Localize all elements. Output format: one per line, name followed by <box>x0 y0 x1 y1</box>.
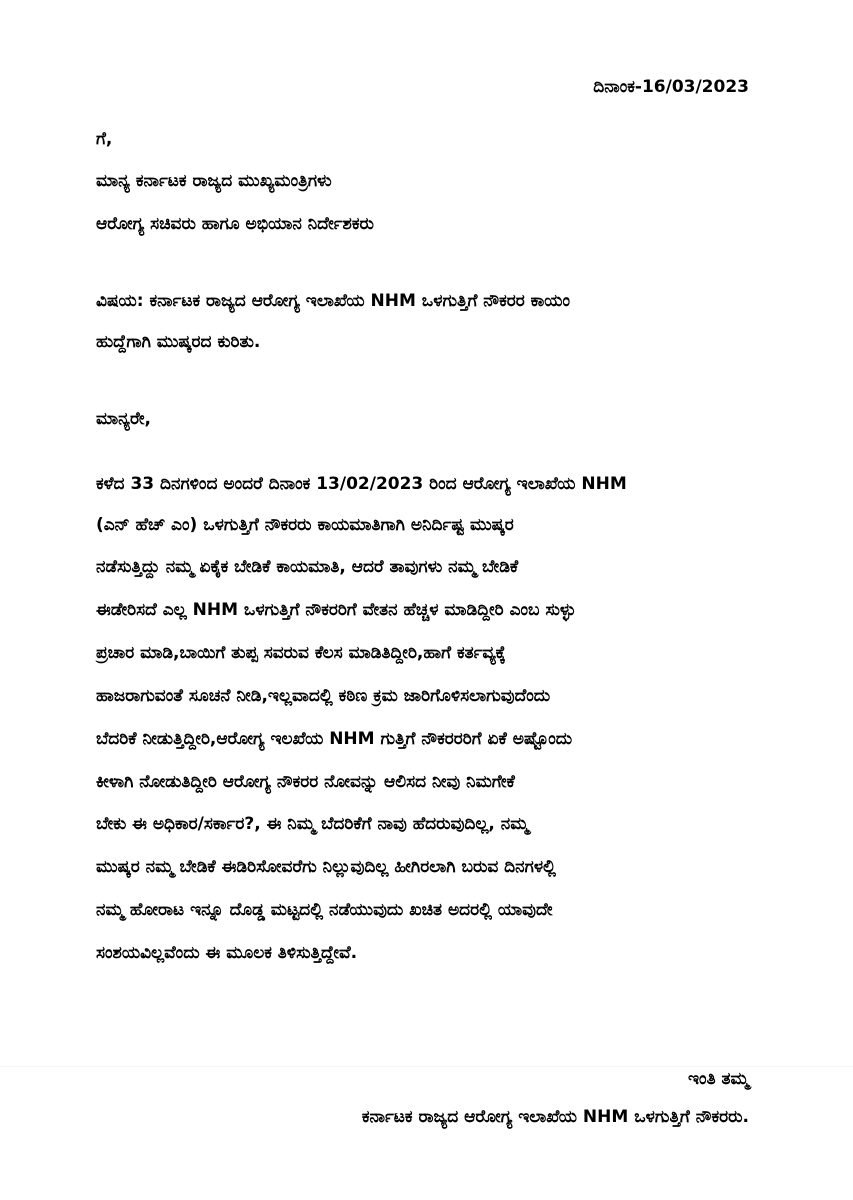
letter-date: ದಿನಾಂಕ-16/03/2023 <box>593 77 749 97</box>
addressee-label: ಗೆ, <box>96 129 113 149</box>
body-line-4: ಈಡೇರಿಸದೆ ಎಲ್ಲ NHM ಒಳಗುತ್ತಿಗೆ ನೌಕರರಿಗೆ ವೇತನ ಹೆಚ್ಚಳ ಮಾಡಿದ್ದೀರಿ ಎಂಬ ಸುಳ್ಳು <box>96 600 576 620</box>
page-divider <box>0 1066 853 1067</box>
closing-line: ಇಂತಿ ತಮ್ಮ <box>688 1069 749 1089</box>
body-line-8: ಕೀಳಾಗಿ ನೋಡುತಿದ್ದೀರಿ ಆರೋಗ್ಯ ನೌಕರರ ನೋವನ್ನು ಆಲಿಸದ ನೀವು ನಿಮಗೇಕೆ <box>96 772 515 792</box>
subject-line-1: ವಿಷಯ: ಕರ್ನಾಟಕ ರಾಜ್ಯದ ಆರೋಗ್ಯ ಇಲಾಖೆಯ NHM ಒಳಗುತ್ತಿಗೆ ನೌಕರರ ಕಾಯಂ <box>96 291 571 311</box>
body-line-9: ಬೇಕು ಈ ಅಧಿಕಾರ/ಸರ್ಕಾರ?, ಈ ನಿಮ್ಮ ಬೆದರಿಕೆಗೆ ನಾವು ಹೆದರುವುದಿಲ್ಲ, ನಮ್ಮ <box>96 814 529 834</box>
body-line-11: ನಮ್ಮ ಹೋರಾಟ ಇನ್ನೂ ದೊಡ್ಡ ಮಟ್ಟದಲ್ಲಿ ನಡೆಯುವುದು ಖಚಿತ ಅದರಲ್ಲಿ ಯಾವುದೇ <box>96 900 553 920</box>
subject-line-2: ಹುದ್ದೆಗಾಗಿ ಮುಷ್ಕರದ ಕುರಿತು. <box>96 332 261 352</box>
body-line-1: ಕಳೆದ 33 ದಿನಗಳಿಂದ ಅಂದರೆ ದಿನಾಂಕ 13/02/2023 ರಿಂದ ಆರೋಗ್ಯ ಇಲಾಖೆಯ NHM <box>96 474 627 494</box>
body-line-5: ಪ್ರಚಾರ ಮಾಡಿ,ಬಾಯಿಗೆ ತುಪ್ಪ ಸವರುವ ಕೆಲಸ ಮಾಡಿತಿದ್ದೀರಿ,ಹಾಗೆ ಕರ್ತವ್ಯಕ್ಕೆ <box>96 643 506 663</box>
body-line-2: (ಎನ್ ಹೆಚ್ ಎಂ) ಒಳಗುತ್ತಿಗೆ ನೌಕರರು ಕಾಯಮಾತಿಗಾಗಿ ಅನಿರ್ದಿಷ್ಟ ಮುಷ್ಕರ <box>96 515 514 535</box>
body-line-7: ಬೆದರಿಕೆ ನೀಡುತ್ತಿದ್ದೀರಿ,ಆರೋಗ್ಯ ಇಲಖೆಯ NHM ಗುತ್ತಿಗೆ ನೌಕರರರಿಗೆ ಏಕೆ ಅಷ್ಟೊಂದು <box>96 729 573 749</box>
signature-line: ಕರ್ನಾಟಕ ರಾಜ್ಯದ ಆರೋಗ್ಯ ಇಲಾಖೆಯ NHM ಒಳಗುತ್ತಿಗೆ ನೌಕರರು. <box>361 1107 749 1127</box>
body-line-6: ಹಾಜರಾಗುವಂತೆ ಸೂಚನೆ ನೀಡಿ,ಇಲ್ಲವಾದಲ್ಲಿ ಕಠಿಣ ಕ್ರಮ ಜಾರಿಗೊಳಿಸಲಾಗುವುದೆಂದು <box>96 686 551 706</box>
body-line-3: ನಡೆಸುತ್ತಿದ್ದು ನಮ್ಮ ಏಕೈಕ ಬೇಡಿಕೆ ಕಾಯಮಾತಿ, ಆದರೆ ತಾವುಗಳು ನಮ್ಮ ಬೇಡಿಕೆ <box>96 557 519 577</box>
recipient-line-1: ಮಾನ್ಯ ಕರ್ನಾಟಕ ರಾಜ್ಯದ ಮುಖ್ಯಮಂತ್ರಿಗಳು <box>96 171 332 191</box>
body-line-10: ಮುಷ್ಕರ ನಮ್ಮ ಬೇಡಿಕೆ ಈಡಿರಿಸೋವರೆಗು ನಿಲ್ಲುವುದಿಲ್ಲ ಹೀಗಿರಲಾಗಿ ಬರುವ ದಿನಗಳಲ್ಲಿ <box>96 857 556 877</box>
body-line-12: ಸಂಶಯವಿಲ್ಲವೆಂದು ಈ ಮೂಲಕ ತಿಳಿಸುತ್ತಿದ್ದೇವೆ. <box>96 943 358 963</box>
recipient-line-2: ಆರೋಗ್ಯ ಸಚಿವರು ಹಾಗೂ ಅಭಿಯಾನ ನಿರ್ದೇಶಕರು <box>96 214 374 234</box>
greeting: ಮಾನ್ಯರೇ, <box>96 409 151 429</box>
